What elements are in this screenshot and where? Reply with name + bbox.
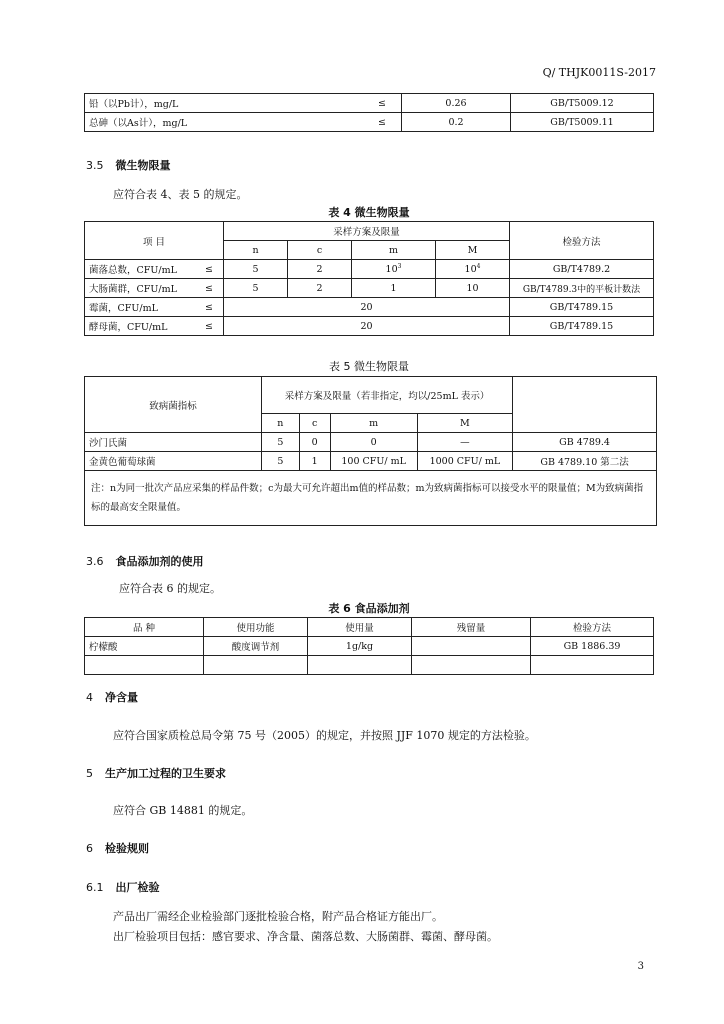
- section-number: 6.1: [86, 881, 104, 894]
- cell-dosage: 1g/kg: [308, 637, 412, 656]
- table5: [84, 376, 657, 526]
- header-method: 检验方法: [510, 222, 654, 260]
- cell-method: GB 4789.10 第二法: [513, 452, 657, 471]
- section-title: 生产加工过程的卫生要求: [105, 767, 226, 780]
- cell-value: 0.2: [402, 113, 511, 132]
- heavy-metals-table: [84, 93, 654, 132]
- section-title: 检验规则: [105, 842, 149, 855]
- cell-value: 0.26: [402, 94, 511, 113]
- document-code: Q/ THJK0011S-2017: [542, 66, 656, 79]
- section-4-heading: [86, 689, 138, 705]
- cell-function: 酸度调节剂: [204, 637, 308, 656]
- cell-op: ≤: [195, 298, 224, 317]
- section-3-5-text: 应符合表 4、表 5 的规定。: [113, 188, 248, 201]
- page-number: 3: [637, 961, 644, 972]
- table6: [84, 617, 654, 675]
- cell-item: 大肠菌群，CFU/mL: [85, 279, 196, 298]
- cell-method: GB/T4789.15: [510, 298, 654, 317]
- header-m: m: [352, 241, 436, 260]
- table4-caption: 表 4 微生物限量: [328, 206, 410, 219]
- header-function: 使用功能: [204, 618, 308, 637]
- table6-caption: 表 6 食品添加剂: [328, 602, 410, 615]
- cell-c: 0: [299, 433, 330, 452]
- section-6-1-line1: 产品出厂需经企业检验部门逐批检验合格，附产品合格证方能出厂。: [113, 910, 443, 923]
- cell-n: 5: [262, 433, 300, 452]
- cell-n: 5: [224, 279, 288, 298]
- table4: [84, 221, 654, 336]
- table-row: [85, 452, 657, 471]
- cell-m: 1: [352, 279, 436, 298]
- cell-M: 1000 CFU/ mL: [417, 452, 513, 471]
- header-c: c: [288, 241, 352, 260]
- table-row: [85, 279, 654, 298]
- cell-c: 2: [288, 279, 352, 298]
- table-row: [85, 298, 654, 317]
- cell-op: ≤: [363, 94, 402, 113]
- section-number: 3.5: [86, 159, 104, 172]
- cell-item: 铅（以Pb计），mg/L: [85, 94, 364, 113]
- cell-method: GB/T5009.12: [511, 94, 654, 113]
- header-variety: 品 种: [85, 618, 204, 637]
- cell-M: —: [417, 433, 513, 452]
- cell-op: ≤: [195, 317, 224, 336]
- cell-method: GB/T5009.11: [511, 113, 654, 132]
- header-M: M: [436, 241, 510, 260]
- cell-method: GB 4789.4: [513, 433, 657, 452]
- section-title: 出厂检验: [115, 881, 160, 894]
- header-n: n: [224, 241, 288, 260]
- cell-M: 10: [436, 279, 510, 298]
- header-item: 致病菌指标: [85, 377, 262, 433]
- table-row: [85, 637, 654, 656]
- cell-limit: 20: [224, 298, 510, 317]
- cell-residue: [412, 637, 531, 656]
- table5-note: 注：n为同一批次产品应采集的样品件数；c为最大可允许超出m值的样品数；m为致病菌指标可以接受水平的限量值；M为致病菌指标的最高安全限量值。: [85, 471, 657, 526]
- table-row: [85, 656, 654, 675]
- header-residue: 残留量: [412, 618, 531, 637]
- cell-n: 5: [262, 452, 300, 471]
- section-4-text: 应符合国家质检总局令第 75 号（2005）的规定，并按照 JJF 1070 规定的方法检验。: [113, 729, 536, 742]
- cell-method: GB/T4789.3中的平板计数法: [510, 279, 654, 298]
- cell-c: 2: [288, 260, 352, 279]
- section-6-1-heading: [86, 879, 160, 895]
- section-title: 微生物限量: [115, 159, 171, 172]
- header-plan: 采样方案及限量: [224, 222, 510, 241]
- cell-M: $10^4$: [436, 260, 510, 279]
- section-title: 食品添加剂的使用: [115, 555, 204, 568]
- cell-limit: 20: [224, 317, 510, 336]
- cell-c: 1: [299, 452, 330, 471]
- section-3-6-text: 应符合表 6 的规定。: [119, 582, 221, 595]
- cell-n: 5: [224, 260, 288, 279]
- cell-variety: 柠檬酸: [85, 637, 204, 656]
- header-plan: 采样方案及限量（若非指定，均以/25mL 表示）: [262, 377, 513, 414]
- header-m: m: [330, 414, 417, 433]
- section-6-1-line2: 出厂检验项目包括：感官要求、净含量、菌落总数、大肠菌群、霉菌、酵母菌。: [113, 930, 498, 943]
- cell-method: GB/T4789.15: [510, 317, 654, 336]
- table5-caption: 表 5 微生物限量: [329, 360, 409, 373]
- cell-item: 金黄色葡萄球菌: [85, 452, 262, 471]
- cell-op: ≤: [195, 279, 224, 298]
- table-row: [85, 260, 654, 279]
- header-method: [513, 377, 657, 433]
- cell-item: 沙门氏菌: [85, 433, 262, 452]
- cell-op: ≤: [363, 113, 402, 132]
- cell-item: 霉菌，CFU/mL: [85, 298, 196, 317]
- header-item: 项 目: [85, 222, 224, 260]
- header-n: n: [262, 414, 300, 433]
- table-header-row: [85, 222, 654, 241]
- table-row: [85, 94, 654, 113]
- cell-op: ≤: [195, 260, 224, 279]
- table-row: [85, 317, 654, 336]
- section-number: 4: [86, 691, 93, 704]
- cell-item: 酵母菌，CFU/mL: [85, 317, 196, 336]
- table-row: [85, 433, 657, 452]
- table-header-row: [85, 377, 657, 414]
- section-title: 净含量: [105, 691, 138, 704]
- cell-m: $10^3$: [352, 260, 436, 279]
- section-3-5-heading: [86, 157, 171, 173]
- section-number: 6: [86, 842, 93, 855]
- section-5-heading: [86, 765, 226, 781]
- cell-method: GB/T4789.2: [510, 260, 654, 279]
- header-M: M: [417, 414, 513, 433]
- section-number: 5: [86, 767, 93, 780]
- section-number: 3.6: [86, 555, 104, 568]
- cell-item: 菌落总数，CFU/mL: [85, 260, 196, 279]
- table-row: [85, 113, 654, 132]
- cell-m: 0: [330, 433, 417, 452]
- header-c: c: [299, 414, 330, 433]
- table-note-row: [85, 471, 657, 526]
- cell-item: 总砷（以As计），mg/L: [85, 113, 364, 132]
- cell-m: 100 CFU/ mL: [330, 452, 417, 471]
- cell-method: GB 1886.39: [531, 637, 654, 656]
- section-5-text: 应符合 GB 14881 的规定。: [113, 804, 253, 817]
- table-header-row: [85, 618, 654, 637]
- section-3-6-heading: [86, 553, 204, 569]
- header-dosage: 使用量: [308, 618, 412, 637]
- header-method: 检验方法: [531, 618, 654, 637]
- section-6-heading: [86, 840, 149, 856]
